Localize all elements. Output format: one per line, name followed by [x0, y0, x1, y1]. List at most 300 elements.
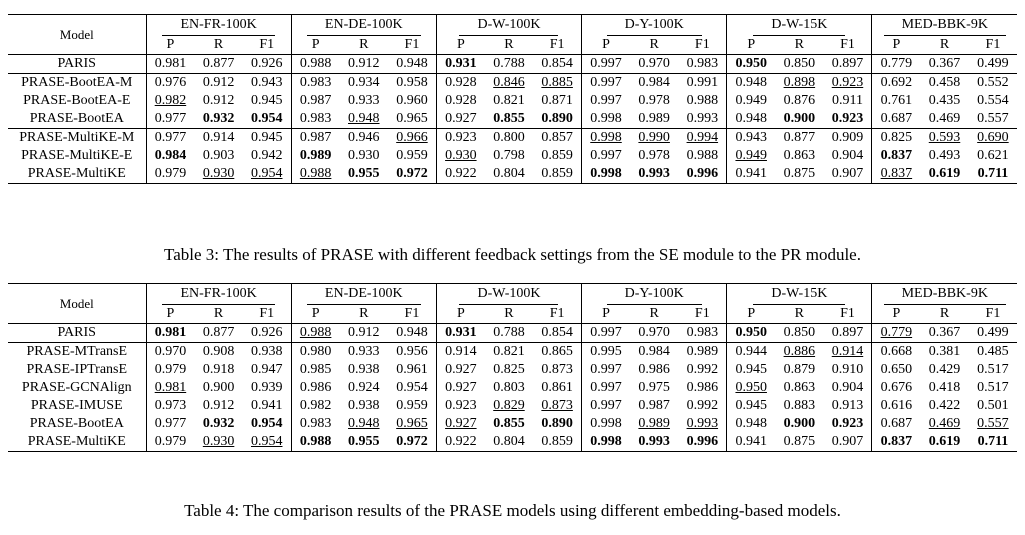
table-cell: 0.907	[824, 165, 872, 184]
table-cell: 0.876	[783, 93, 816, 108]
table-cell: 0.972	[388, 433, 436, 452]
table-row	[8, 361, 1017, 379]
table-cell: 0.825	[493, 362, 525, 377]
table-cell: 0.958	[388, 74, 436, 93]
table-cell: 0.989	[291, 147, 339, 165]
table-cell: 0.904	[831, 380, 864, 395]
table-cell: 0.897	[824, 324, 872, 343]
table-cell: 0.469	[928, 111, 961, 126]
metric-header: P	[582, 305, 630, 324]
metric-header: P	[727, 305, 775, 324]
metric-header: R	[649, 306, 659, 321]
table-cell: 0.552	[969, 74, 1017, 93]
table-cell: 0.923	[831, 111, 864, 126]
table-cell: 0.945	[250, 93, 283, 108]
table-cell: 0.857	[533, 129, 581, 148]
table-cell: 0.954	[250, 111, 283, 126]
metric-header: F1	[985, 306, 1001, 321]
table-3	[8, 14, 1017, 184]
table-cell: 0.954	[243, 165, 291, 184]
table-cell: 0.970	[630, 324, 678, 343]
table-cell: 0.911	[832, 93, 863, 108]
table-cell: 0.788	[485, 55, 533, 74]
table-cell: 0.994	[678, 129, 726, 148]
table-cell: 0.970	[630, 55, 678, 74]
table-cell: 0.930	[194, 433, 242, 452]
table-cell: 0.997	[582, 324, 630, 343]
table-cell: 0.997	[582, 397, 630, 415]
table-cell: 0.517	[977, 362, 1009, 377]
table-cell: 0.996	[678, 433, 726, 452]
table-cell: 0.987	[291, 92, 339, 110]
table-cell: 0.995	[582, 343, 630, 362]
table-cell: 0.965	[396, 416, 428, 431]
table-cell: 0.998	[582, 433, 630, 452]
metric-header: F1	[985, 37, 1001, 52]
dataset-name: EN-DE-100K	[307, 15, 421, 36]
header-row-datasets	[8, 15, 1017, 37]
table-cell: 0.934	[340, 74, 388, 93]
table-cell: 0.972	[388, 165, 436, 184]
table-cell: 0.990	[630, 129, 678, 148]
table-cell: 0.948	[727, 74, 775, 93]
table-cell: 0.422	[928, 398, 961, 413]
table-cell: 0.978	[638, 93, 670, 108]
table-cell: 0.959	[396, 398, 428, 413]
model-name: PRASE-MultiKE	[8, 165, 146, 184]
table-cell: 0.650	[872, 361, 920, 379]
table-cell: 0.928	[436, 74, 484, 93]
table-cell: 0.933	[348, 93, 380, 108]
dataset-header	[872, 15, 1017, 37]
table-cell: 0.861	[541, 380, 573, 395]
table-cell: 0.616	[872, 397, 920, 415]
table-cell: 0.988	[686, 148, 719, 163]
dataset-name: EN-DE-100K	[307, 284, 421, 305]
table-cell: 0.875	[775, 433, 823, 452]
table-cell: 0.798	[493, 148, 525, 163]
table-cell: 0.676	[872, 379, 920, 397]
table-cell: 0.938	[348, 398, 380, 413]
metric-header: P	[727, 36, 775, 55]
model-name: PRASE-MultiKE	[8, 433, 146, 452]
table-cell: 0.890	[541, 416, 573, 431]
table-cell: 0.923	[436, 129, 484, 148]
table-cell: 0.913	[831, 398, 864, 413]
table-cell: 0.948	[348, 416, 380, 431]
table-cell: 0.923	[436, 397, 484, 415]
table-cell: 0.923	[824, 74, 872, 93]
dataset-header	[727, 15, 872, 37]
table-cell: 0.557	[977, 416, 1009, 431]
table-cell: 0.621	[977, 148, 1009, 163]
table-cell: 0.949	[727, 147, 775, 165]
table-cell: 0.983	[291, 415, 339, 433]
table-cell: 0.897	[824, 55, 872, 74]
table-cell: 0.883	[783, 398, 816, 413]
table-cell: 0.977	[146, 110, 194, 129]
table-cell: 0.690	[969, 129, 1017, 148]
metric-header: R	[359, 37, 369, 52]
table-cell: 0.959	[396, 148, 428, 163]
table-row	[8, 74, 1017, 93]
model-name: PARIS	[8, 324, 146, 343]
table-cell: 0.981	[146, 379, 194, 397]
table-cell: 0.982	[146, 92, 194, 110]
table-cell: 0.886	[775, 343, 823, 362]
table-cell: 0.779	[872, 55, 920, 74]
model-name: PRASE-BootEA-E	[23, 93, 131, 108]
table-cell: 0.854	[533, 55, 581, 74]
table-cell: 0.877	[775, 129, 823, 148]
table-cell: 0.998	[582, 129, 630, 148]
table-cell: 0.900	[783, 416, 816, 431]
table-cell: 0.979	[146, 433, 194, 452]
table-cell: 0.922	[436, 433, 484, 452]
table-4-grid	[8, 283, 1017, 452]
table-cell: 0.997	[582, 74, 630, 93]
table-cell: 0.837	[872, 165, 920, 184]
table-cell: 0.938	[348, 362, 380, 377]
table-cell: 0.926	[243, 324, 291, 343]
table-cell: 0.993	[630, 165, 678, 184]
table-cell: 0.930	[348, 148, 380, 163]
table-cell: 0.458	[920, 74, 968, 93]
metric-header: R	[213, 306, 224, 321]
model-name: PRASE-MTransE	[8, 343, 146, 362]
table-cell: 0.988	[291, 165, 339, 184]
table-cell: 0.914	[824, 343, 872, 362]
table-cell: 0.933	[340, 343, 388, 362]
table-cell: 0.912	[340, 55, 388, 74]
table-cell: 0.593	[920, 129, 968, 148]
table-cell: 0.979	[146, 165, 194, 184]
table-cell: 0.989	[638, 111, 670, 126]
dataset-header	[436, 284, 581, 306]
table-cell: 0.885	[533, 74, 581, 93]
model-column-header: Model	[8, 284, 146, 324]
table-cell: 0.923	[831, 416, 864, 431]
table-cell: 0.914	[436, 343, 484, 362]
table-cell: 0.950	[727, 324, 775, 343]
table-cell: 0.501	[977, 398, 1009, 413]
table-cell: 0.986	[638, 362, 670, 377]
table-row	[8, 129, 1017, 148]
table-cell: 0.711	[969, 165, 1017, 184]
dataset-name: D-Y-100K	[607, 15, 702, 36]
dataset-name: D-Y-100K	[607, 284, 702, 305]
table-cell: 0.986	[686, 380, 719, 395]
dataset-header	[291, 15, 436, 37]
table-cell: 0.668	[872, 343, 920, 362]
table-cell: 0.367	[920, 324, 968, 343]
table-cell: 0.927	[436, 110, 484, 129]
table-row	[8, 343, 1017, 362]
table-cell: 0.879	[783, 362, 816, 377]
table-cell: 0.859	[533, 165, 581, 184]
metric-header: F1	[259, 37, 275, 52]
dataset-name: MED-BBK-9K	[884, 15, 1006, 36]
table-cell: 0.877	[194, 55, 242, 74]
table-cell: 0.949	[727, 92, 775, 110]
table-3-caption: Table 3: The results of PRASE with different feedback settings from the SE module to the PR module.	[164, 245, 861, 264]
table-cell: 0.499	[969, 55, 1017, 74]
table-cell: 0.381	[920, 343, 968, 362]
dataset-name: D-W-15K	[753, 15, 845, 36]
table-cell: 0.859	[533, 433, 581, 452]
table-cell: 0.557	[977, 111, 1009, 126]
table-cell: 0.904	[831, 148, 864, 163]
table-cell: 0.855	[493, 416, 525, 431]
table-cell: 0.987	[638, 398, 670, 413]
metric-header: P	[872, 36, 920, 55]
table-cell: 0.938	[243, 343, 291, 362]
metric-header: P	[291, 36, 339, 55]
table-cell: 0.960	[396, 93, 428, 108]
table-cell: 0.988	[291, 433, 339, 452]
table-cell: 0.970	[146, 343, 194, 362]
table-cell: 0.850	[775, 324, 823, 343]
table-cell: 0.914	[194, 129, 242, 148]
table-cell: 0.948	[727, 110, 775, 129]
table-cell: 0.909	[824, 129, 872, 148]
table-cell: 0.943	[727, 129, 775, 148]
table-cell: 0.943	[243, 74, 291, 93]
table-row	[8, 147, 1017, 165]
metric-header: R	[794, 37, 805, 52]
table-cell: 0.910	[831, 362, 864, 377]
metric-header: R	[359, 306, 369, 321]
table-cell: 0.788	[485, 324, 533, 343]
table-cell: 0.955	[340, 433, 388, 452]
header-row-metrics	[8, 36, 1017, 55]
table-cell: 0.779	[872, 324, 920, 343]
table-cell: 0.954	[396, 380, 428, 395]
model-name: PRASE-GCNAlign	[21, 380, 132, 395]
model-name: PRASE-MultiKE-M	[8, 129, 146, 148]
table-cell: 0.927	[436, 415, 484, 433]
table-cell: 0.945	[727, 397, 775, 415]
table-cell: 0.998	[582, 415, 630, 433]
table-cell: 0.982	[291, 397, 339, 415]
table-cell: 0.965	[396, 111, 428, 126]
table-cell: 0.711	[969, 433, 1017, 452]
table-cell: 0.930	[194, 165, 242, 184]
table-cell: 0.983	[291, 110, 339, 129]
table-4	[8, 283, 1017, 452]
table-cell: 0.961	[396, 362, 428, 377]
model-name: PRASE-IMUSE	[30, 398, 123, 413]
table-cell: 0.997	[582, 361, 630, 379]
table-cell: 0.871	[541, 93, 573, 108]
table-cell: 0.804	[485, 165, 533, 184]
table-cell: 0.907	[824, 433, 872, 452]
table-cell: 0.863	[783, 148, 816, 163]
table-cell: 0.898	[775, 74, 823, 93]
table-cell: 0.900	[202, 380, 235, 395]
table-cell: 0.993	[686, 111, 719, 126]
table-cell: 0.986	[291, 379, 339, 397]
metric-header: F1	[840, 37, 855, 52]
table-cell: 0.942	[250, 148, 283, 163]
table-4-caption: Table 4: The comparison results of the PRASE models using different embedding-based models.	[184, 501, 841, 520]
table-cell: 0.435	[928, 93, 961, 108]
table-cell: 0.983	[678, 55, 726, 74]
dataset-name: D-W-100K	[459, 284, 558, 305]
table-cell: 0.873	[541, 362, 573, 377]
table-cell: 0.997	[582, 379, 630, 397]
table-cell: 0.854	[533, 324, 581, 343]
table-cell: 0.821	[485, 343, 533, 362]
table-cell: 0.998	[582, 165, 630, 184]
metric-header: R	[939, 37, 950, 52]
table-row	[8, 324, 1017, 343]
model-name: PRASE-IPTransE	[26, 362, 128, 377]
metric-header: F1	[549, 306, 565, 321]
table-cell: 0.954	[250, 416, 283, 431]
table-cell: 0.983	[291, 74, 339, 93]
table-cell: 0.908	[194, 343, 242, 362]
table-cell: 0.804	[485, 433, 533, 452]
table-cell: 0.877	[194, 324, 242, 343]
table-cell: 0.367	[920, 55, 968, 74]
table-cell: 0.981	[146, 55, 194, 74]
table-cell: 0.619	[920, 165, 968, 184]
metric-header: F1	[259, 306, 275, 321]
table-cell: 0.989	[638, 416, 670, 431]
table-cell: 0.984	[146, 147, 194, 165]
table-cell: 0.912	[202, 398, 235, 413]
table-cell: 0.954	[243, 433, 291, 452]
table-row	[8, 165, 1017, 184]
table-cell: 0.928	[436, 92, 484, 110]
metric-header: F1	[549, 37, 565, 52]
table-cell: 0.946	[340, 129, 388, 148]
table-cell: 0.873	[541, 398, 573, 413]
table-cell: 0.924	[348, 380, 380, 395]
dataset-header	[146, 284, 291, 306]
table-cell: 0.973	[146, 397, 194, 415]
model-name: PRASE-MultiKE-E	[21, 148, 133, 163]
table-cell: 0.997	[582, 55, 630, 74]
metric-header: R	[504, 37, 514, 52]
table-cell: 0.992	[686, 398, 719, 413]
table-cell: 0.850	[775, 55, 823, 74]
table-cell: 0.821	[493, 93, 525, 108]
table-cell: 0.875	[775, 165, 823, 184]
table-cell: 0.993	[630, 433, 678, 452]
table-cell: 0.485	[969, 343, 1017, 362]
table-cell: 0.932	[202, 111, 235, 126]
metric-header: F1	[694, 37, 710, 52]
table-cell: 0.803	[493, 380, 525, 395]
table-3-grid	[8, 14, 1017, 184]
table-cell: 0.499	[969, 324, 1017, 343]
model-name: PRASE-BootEA	[29, 111, 124, 126]
table-cell: 0.944	[727, 343, 775, 362]
table-cell: 0.922	[436, 165, 484, 184]
dataset-name: EN-FR-100K	[162, 284, 274, 305]
metric-header: P	[146, 305, 194, 324]
table-cell: 0.948	[348, 111, 380, 126]
table-cell: 0.988	[686, 93, 719, 108]
table-cell: 0.945	[727, 361, 775, 379]
table-cell: 0.469	[928, 416, 961, 431]
table-cell: 0.998	[582, 110, 630, 129]
table-cell: 0.983	[678, 324, 726, 343]
table-cell: 0.931	[436, 324, 484, 343]
metric-header: R	[939, 306, 950, 321]
table-cell: 0.918	[202, 362, 235, 377]
table-cell: 0.989	[678, 343, 726, 362]
table-cell: 0.979	[146, 361, 194, 379]
table-cell: 0.903	[202, 148, 235, 163]
table-cell: 0.800	[485, 129, 533, 148]
table-row	[8, 415, 1017, 433]
header-row-metrics	[8, 305, 1017, 324]
model-column-header: Model	[8, 15, 146, 55]
table-cell: 0.984	[630, 74, 678, 93]
table-cell: 0.837	[872, 147, 920, 165]
metric-header: F1	[404, 37, 420, 52]
dataset-header	[582, 284, 727, 306]
table-cell: 0.930	[436, 147, 484, 165]
table-cell: 0.687	[872, 110, 920, 129]
table-cell: 0.429	[928, 362, 961, 377]
dataset-header	[582, 15, 727, 37]
table-cell: 0.900	[783, 111, 816, 126]
model-name: PRASE-BootEA-M	[8, 74, 146, 93]
metric-header: P	[582, 36, 630, 55]
table-cell: 0.988	[291, 324, 339, 343]
table-cell: 0.517	[977, 380, 1009, 395]
dataset-header	[146, 15, 291, 37]
table-cell: 0.493	[928, 148, 961, 163]
table-cell: 0.948	[388, 324, 436, 343]
table-cell: 0.977	[146, 415, 194, 433]
table-cell: 0.992	[686, 362, 719, 377]
table-cell: 0.418	[928, 380, 961, 395]
table-row	[8, 379, 1017, 397]
table-cell: 0.966	[388, 129, 436, 148]
metric-header: F1	[404, 306, 420, 321]
table-cell: 0.761	[872, 92, 920, 110]
dataset-header	[872, 284, 1017, 306]
table-cell: 0.955	[340, 165, 388, 184]
table-row	[8, 397, 1017, 415]
table-cell: 0.554	[977, 93, 1009, 108]
table-cell: 0.692	[872, 74, 920, 93]
table-cell: 0.947	[250, 362, 283, 377]
metric-header: P	[291, 305, 339, 324]
dataset-name: D-W-100K	[459, 15, 558, 36]
metric-header: P	[436, 305, 484, 324]
table-cell: 0.619	[920, 433, 968, 452]
metric-header: F1	[840, 306, 855, 321]
table-cell: 0.976	[146, 74, 194, 93]
metric-header: P	[872, 305, 920, 324]
table-cell: 0.975	[638, 380, 670, 395]
metric-header: R	[794, 306, 805, 321]
metric-header: F1	[694, 306, 710, 321]
table-cell: 0.978	[638, 148, 670, 163]
dataset-name: EN-FR-100K	[162, 15, 274, 36]
header-row-datasets	[8, 284, 1017, 306]
table-cell: 0.927	[436, 361, 484, 379]
model-name: PRASE-BootEA	[29, 416, 124, 431]
dataset-name: MED-BBK-9K	[884, 284, 1006, 305]
table-cell: 0.977	[146, 129, 194, 148]
